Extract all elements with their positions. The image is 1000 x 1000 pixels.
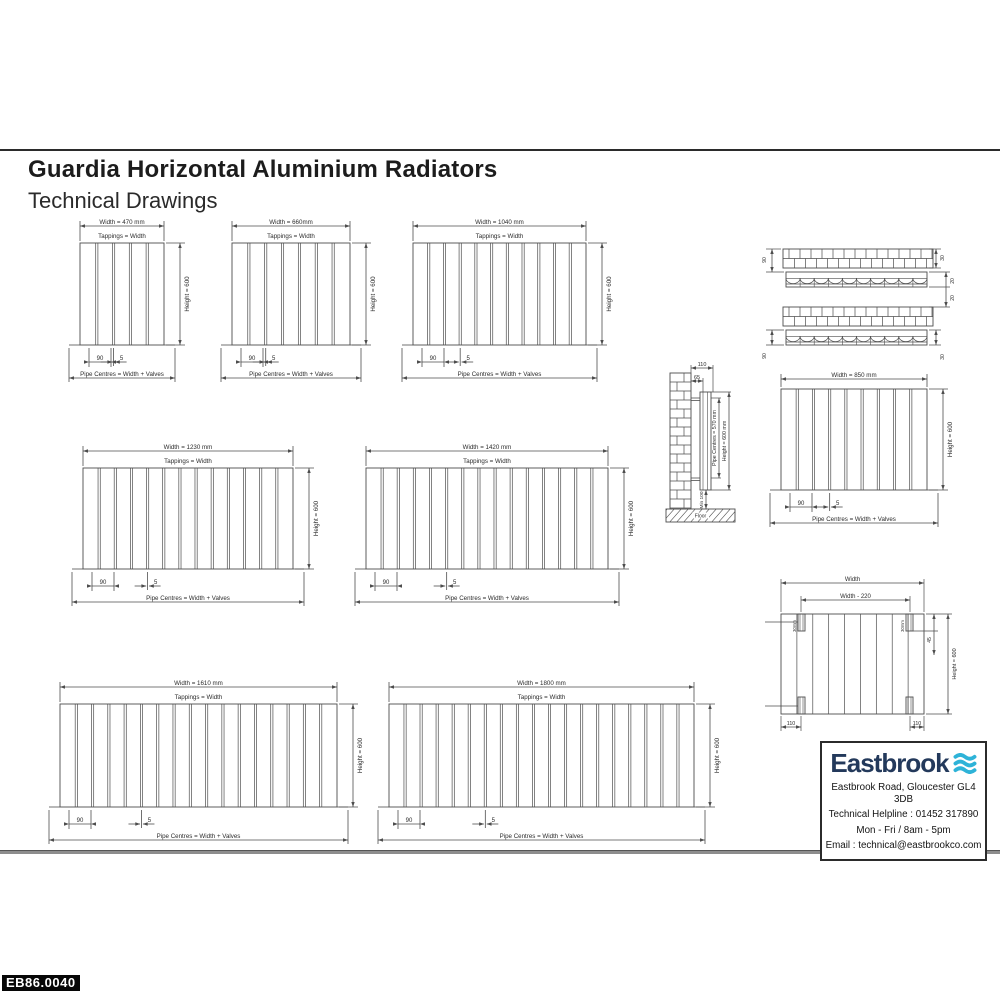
svg-text:Pipe Centres = Width + Valves: Pipe Centres = Width + Valves [499,832,584,840]
svg-text:5: 5 [835,501,840,507]
svg-text:5: 5 [491,818,495,824]
svg-text:Width = 1040 mm: Width = 1040 mm [475,218,524,226]
svg-text:Pipe Centres = Width + Valves: Pipe Centres = Width + Valves [80,370,164,378]
svg-text:90: 90 [762,353,768,359]
svg-text:90: 90 [248,356,256,362]
radiator-front-view-6 [355,444,635,606]
eastbrook-info-box [820,741,987,861]
svg-text:Height = 600: Height = 600 [370,276,377,312]
radiator-front-view-1 [69,219,191,382]
svg-text:90: 90 [99,580,107,586]
svg-text:90: 90 [96,356,104,362]
wall-bracket-view [765,577,958,731]
eastbrook-email: Email : technical@eastbrookco.com [825,839,982,851]
svg-text:Tappings = Width: Tappings = Width [475,233,524,240]
svg-text:30mm: 30mm [900,620,905,632]
svg-text:30: 30 [940,255,946,261]
svg-text:Min 100: Min 100 [700,491,705,509]
svg-text:5: 5 [153,580,158,586]
svg-text:Width = 1610 mm: Width = 1610 mm [174,679,223,687]
radiator-plan-cross-sections [762,249,956,360]
svg-text:Height = 600: Height = 600 [357,737,364,774]
svg-text:Pipe Centres = Width + Valves: Pipe Centres = Width + Valves [146,594,230,602]
svg-text:5: 5 [147,818,152,824]
svg-text:65: 65 [693,374,701,381]
svg-text:45: 45 [927,637,933,643]
svg-text:Floor: Floor [694,513,707,520]
doc-code-badge: EB86.0040 [2,975,80,991]
eastbrook-logo-text: Eastbrook [830,748,949,778]
svg-text:Width = 850 mm: Width = 850 mm [831,371,877,379]
svg-text:Pipe Centres = Width + Valves: Pipe Centres = Width + Valves [156,832,241,840]
svg-text:Pipe Centres = Width + Valves: Pipe Centres = Width + Valves [249,370,333,378]
svg-text:20: 20 [950,278,956,284]
svg-text:Height = 600: Height = 600 [714,737,721,774]
page-subtitle: Technical Drawings [28,188,218,213]
svg-text:110: 110 [697,361,707,368]
svg-text:Width = 1800 mm: Width = 1800 mm [517,679,566,687]
svg-text:110: 110 [912,720,922,727]
svg-text:5: 5 [452,580,457,586]
svg-text:Tappings = Width: Tappings = Width [267,233,315,240]
svg-text:Pipe Centres = 570 mm: Pipe Centres = 570 mm [712,410,718,466]
svg-text:Width = 660mm: Width = 660mm [269,218,313,226]
svg-text:90: 90 [429,356,437,362]
eastbrook-address: Eastbrook Road, Gloucester GL4 3DB [831,782,976,806]
svg-text:Pipe Centres = Width + Valves: Pipe Centres = Width + Valves [812,515,896,523]
svg-text:Width = 470 mm: Width = 470 mm [99,218,145,226]
svg-text:90: 90 [405,818,413,824]
eastbrook-waves-icon [953,753,977,774]
eastbrook-logo [824,748,983,779]
svg-text:Width - 220: Width - 220 [840,593,871,600]
radiator-front-view-3 [402,219,613,382]
svg-text:Height = 600: Height = 600 [628,500,635,537]
svg-text:Pipe Centres = Width + Valves: Pipe Centres = Width + Valves [445,594,529,602]
svg-text:90: 90 [76,818,84,824]
svg-text:20: 20 [950,295,956,301]
svg-text:90: 90 [797,501,805,507]
wall-mount-side-view [654,362,753,524]
svg-text:Height = 600 mm: Height = 600 mm [722,420,728,462]
svg-text:Tappings = Width: Tappings = Width [164,458,212,465]
svg-text:Width: Width [844,576,861,583]
svg-text:Height = 600: Height = 600 [184,276,191,312]
radiator-front-view-5 [72,444,320,606]
svg-text:Width = 1230 mm: Width = 1230 mm [163,443,213,451]
radiator-front-view-8 [378,680,721,844]
svg-text:Tappings = Width: Tappings = Width [517,694,566,701]
eastbrook-hours: Mon - Fri / 8am - 5pm [856,824,951,836]
svg-text:5: 5 [272,356,276,362]
svg-text:Height = 600: Height = 600 [606,276,613,312]
svg-text:Tappings = Width: Tappings = Width [98,233,146,240]
svg-text:Pipe Centres = Width + Valves: Pipe Centres = Width + Valves [457,370,542,378]
svg-text:5: 5 [119,356,124,362]
svg-text:Width = 1420 mm: Width = 1420 mm [462,443,512,451]
svg-text:90: 90 [762,257,768,263]
svg-text:5: 5 [466,356,470,362]
svg-text:90: 90 [382,580,390,586]
svg-text:Height = 600: Height = 600 [313,500,320,537]
svg-text:Tappings = Width: Tappings = Width [463,458,511,465]
svg-text:Height = 600: Height = 600 [947,421,954,458]
radiator-front-view-2 [221,219,377,382]
svg-text:30mm: 30mm [792,620,797,632]
svg-text:30: 30 [940,354,946,360]
svg-text:Height = 600: Height = 600 [952,648,958,680]
radiator-front-view-7 [49,680,364,844]
radiator-front-view-4 [770,372,954,527]
eastbrook-helpline: Technical Helpline : 01452 317890 [828,809,979,821]
svg-text:Tappings = Width: Tappings = Width [174,694,223,701]
page-title: Guardia Horizontal Aluminium Radiators [28,156,498,183]
svg-text:110: 110 [786,720,796,727]
